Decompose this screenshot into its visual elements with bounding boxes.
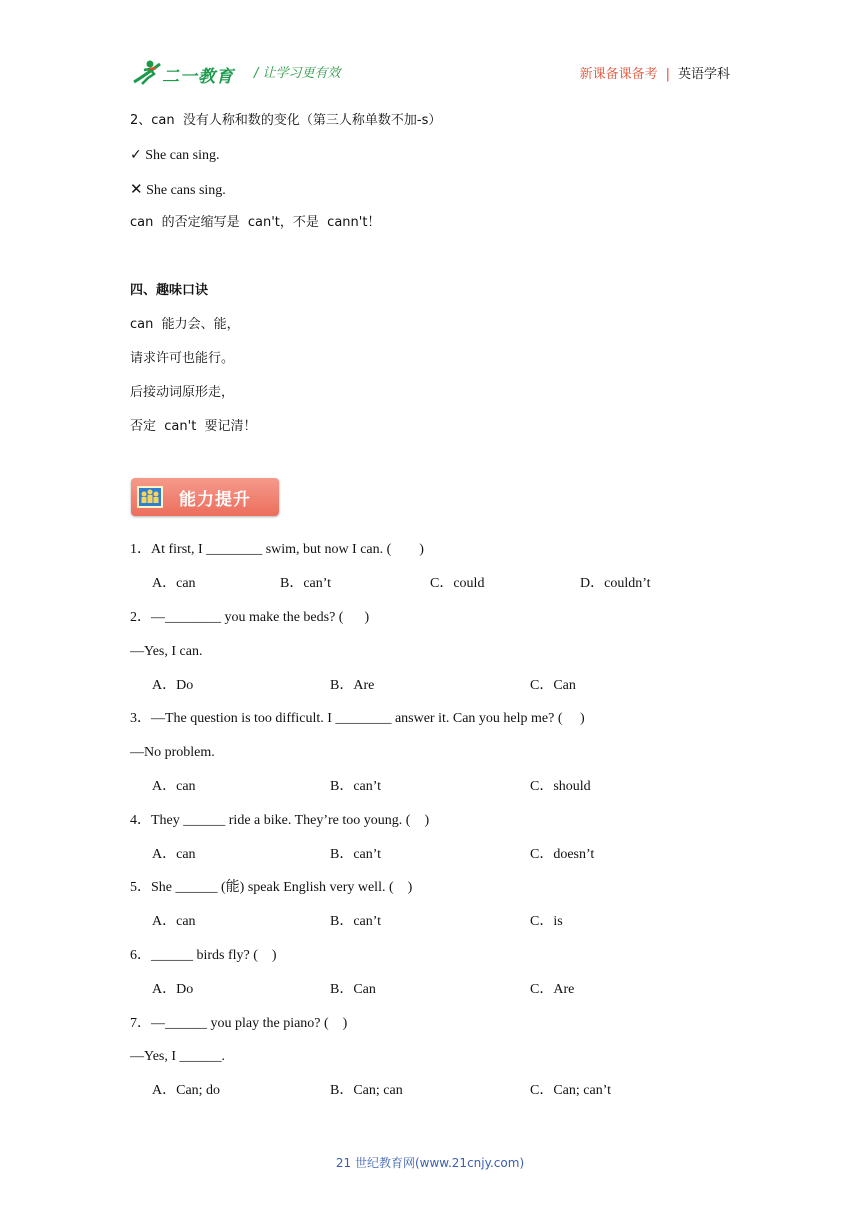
slogan: / 让学习更有效: [254, 66, 341, 81]
contraction-note: can 的否定缩写是 can't，不是 cann't！: [130, 215, 381, 230]
header-course: 新课备课备考: [579, 67, 658, 82]
option: D．couldn’t: [580, 576, 651, 591]
option: A．Do: [152, 678, 194, 693]
header-separator: |: [665, 67, 670, 82]
option: A．Can; do: [152, 1083, 221, 1098]
option: C．Are: [530, 982, 575, 997]
page-footer: 21 世纪教育网(www.21cnjy.com): [335, 1156, 525, 1170]
option: C．doesn’t: [530, 847, 595, 862]
wrong-example: She cans sing.: [146, 183, 226, 198]
cross-icon: ✕: [130, 180, 143, 198]
people-icon: [137, 486, 163, 508]
rhyme-line: can 能力会、能，: [130, 317, 240, 332]
rhyme-line: 后接动词原形走，: [130, 385, 235, 400]
option: A．can: [152, 576, 196, 591]
section-title: 四、趣味口诀: [130, 283, 209, 298]
option: A．Do: [152, 982, 194, 997]
option: B．Can: [330, 982, 376, 997]
option: A．can: [152, 847, 196, 862]
option: B．can’t: [330, 779, 382, 794]
option: A．can: [152, 779, 196, 794]
option: B．can’t: [280, 576, 332, 591]
option: A．can: [152, 914, 196, 929]
ability-banner: [131, 478, 279, 516]
question-stem: 1．At first, I ________ swim, but now I can. ( ): [130, 542, 424, 557]
header-subject: [580, 63, 730, 82]
header-subject-name: 英语学科: [677, 67, 730, 82]
correct-example: She can sing.: [145, 148, 220, 163]
page-header: [130, 58, 730, 86]
question-stem: 3．—The question is too difficult. I ________ answer it. Can you help me? ( ): [130, 711, 585, 726]
wrong-example-line: [130, 180, 226, 200]
logo-text: 二一教育: [162, 67, 234, 87]
option: B．can’t: [330, 847, 382, 862]
option: C．could: [430, 576, 485, 591]
check-icon: ✓: [130, 147, 142, 163]
option: B．can’t: [330, 914, 382, 929]
rule-2: 2、can 没有人称和数的变化（第三人称单数不加-s）: [130, 113, 442, 128]
rhyme-line: 请求许可也能行。: [130, 351, 235, 366]
question-stem: 4．They ______ ride a bike. They’re too young. ( ): [130, 813, 430, 828]
rhyme-line: 否定 can't 要记清！: [130, 419, 257, 434]
question-stem: 7．—______ you play the piano? ( ): [130, 1016, 348, 1031]
option: C．Can; can’t: [530, 1083, 612, 1098]
option: B．Can; can: [330, 1083, 403, 1098]
question-reply: —Yes, I can.: [130, 644, 203, 659]
option: C．should: [530, 779, 591, 794]
option: C．is: [530, 914, 563, 929]
logo: [130, 58, 252, 86]
question-reply: —No problem.: [130, 745, 215, 760]
banner-label: 能力提升: [179, 490, 251, 510]
option: B．Are: [330, 678, 375, 693]
question-reply: —Yes, I ______.: [130, 1049, 226, 1064]
option: C．Can: [530, 678, 576, 693]
correct-example-line: [130, 146, 220, 165]
question-stem: 6．______ birds fly? ( ): [130, 948, 277, 963]
runner-icon: [130, 58, 164, 86]
question-stem: 2．—________ you make the beds? ( ): [130, 610, 370, 625]
question-stem: 5．She ______ (能) speak English very well. ( ): [130, 880, 413, 895]
